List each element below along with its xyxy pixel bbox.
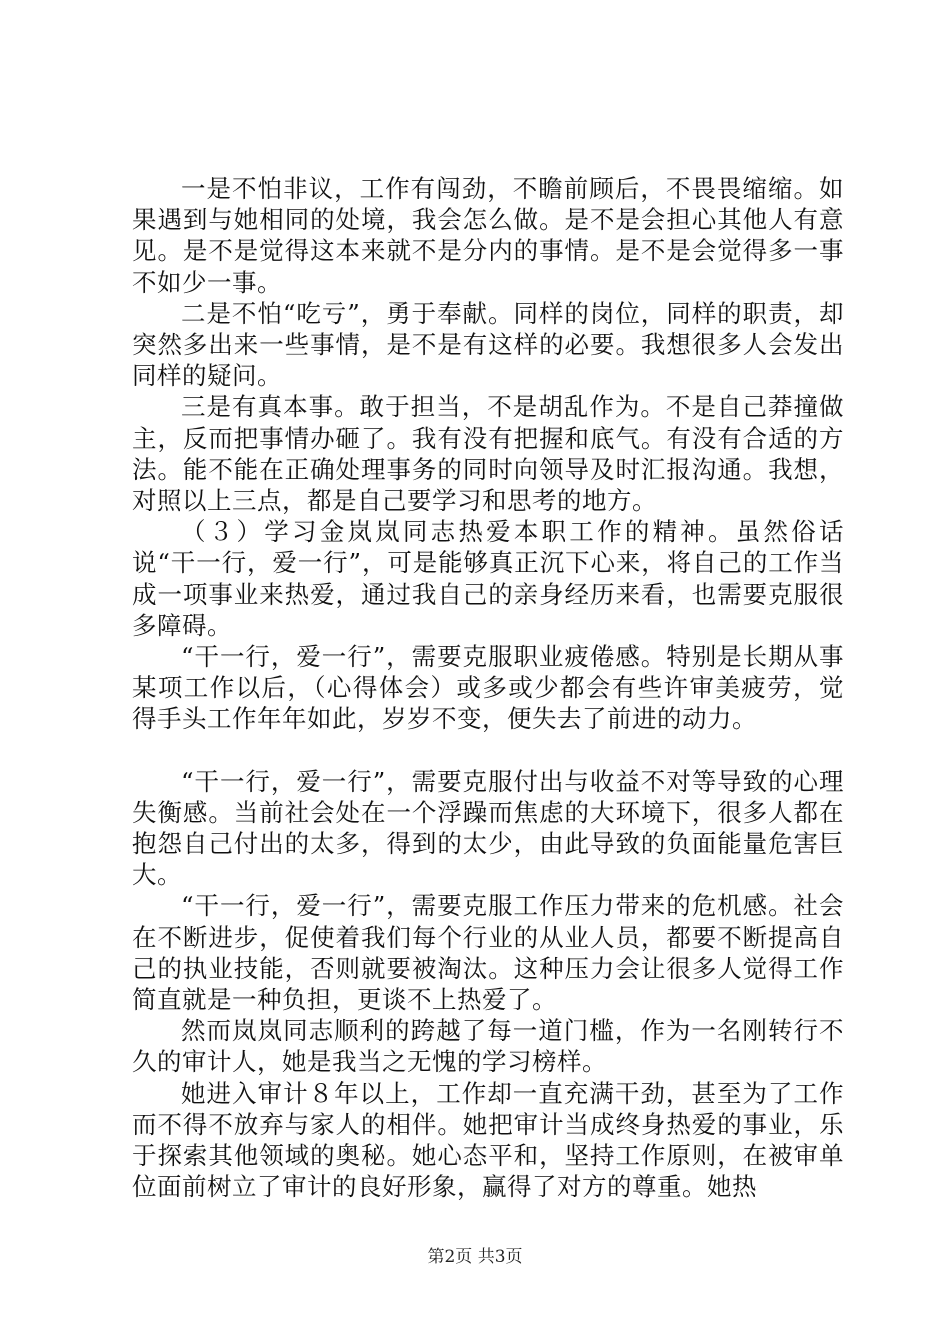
paragraph-5: “干一行，爱一行”，需要克服职业疲倦感。特别是长期从事某项工作以后，（心得体会）或多或少都会有些许审美疲劳，觉得手头工作年年如此，岁岁不变，便失去了前进的动力。 [132,642,844,734]
page-number-footer: 第2页 共3页 [427,1247,523,1267]
paragraph-4: （３）学习金岚岚同志热爱本职工作的精神。虽然俗话说“干一行，爱一行”，可是能够真正沉下心来，将自己的工作当成一项事业来热爱，通过我自己的亲身经历来看，也需要克服很多障碍。 [132,517,844,640]
paragraph-7: “干一行，爱一行”，需要克服工作压力带来的危机感。社会在不断进步，促使着我们每个行业的从业人员，都要不断提高自己的执业技能，否则就要被淘汰。这种压力会让很多人觉得工作简直就是一种负担，更谈不上热爱了。 [132,891,844,1015]
paragraph-1: 一是不怕非议，工作有闯劲，不瞻前顾后，不畏畏缩缩。如果遇到与她相同的处境，我会怎么做。是不是会担心其他人有意见。是不是觉得这本来就不是分内的事情。是不是会觉得多一事不如少一事。 [132,174,844,297]
paragraph-6: “干一行，爱一行”，需要克服付出与收益不对等导致的心理失衡感。当前社会处在一个浮躁而焦虑的大环境下，很多人都在抱怨自己付出的太多，得到的太少，由此导致的负面能量危害巨大。 [132,766,844,890]
paragraph-9: 她进入审计８年以上，工作却一直充满干劲，甚至为了工作而不得不放弃与家人的相伴。她把审计当成终身热爱的事业，乐于探索其他领域的奥秘。她心态平和，坚持工作原则，在被审单位面前树立了审计的良好形象，赢得了对方的尊重。她热 [132,1078,844,1202]
document-body [132,173,844,1203]
paragraph-2: 二是不怕“吃亏”，勇于奉献。同样的岗位，同样的职责，却突然多出来一些事情，是不是有这样的必要。我想很多人会发出同样的疑问。 [132,298,844,391]
paragraph-3: 三是有真本事。敢于担当，不是胡乱作为。不是自己莽撞做主，反而把事情办砸了。我有没有把握和底气。有没有合适的方法。能不能在正确处理事务的同时向领导及时汇报沟通。我想，对照以上三点，都是自己要学习和思考的地方。 [132,392,844,516]
paragraph-8: 然而岚岚同志顺利的跨越了每一道门槛，作为一名刚转行不久的审计人，她是我当之无愧的学习榜样。 [132,1016,844,1077]
